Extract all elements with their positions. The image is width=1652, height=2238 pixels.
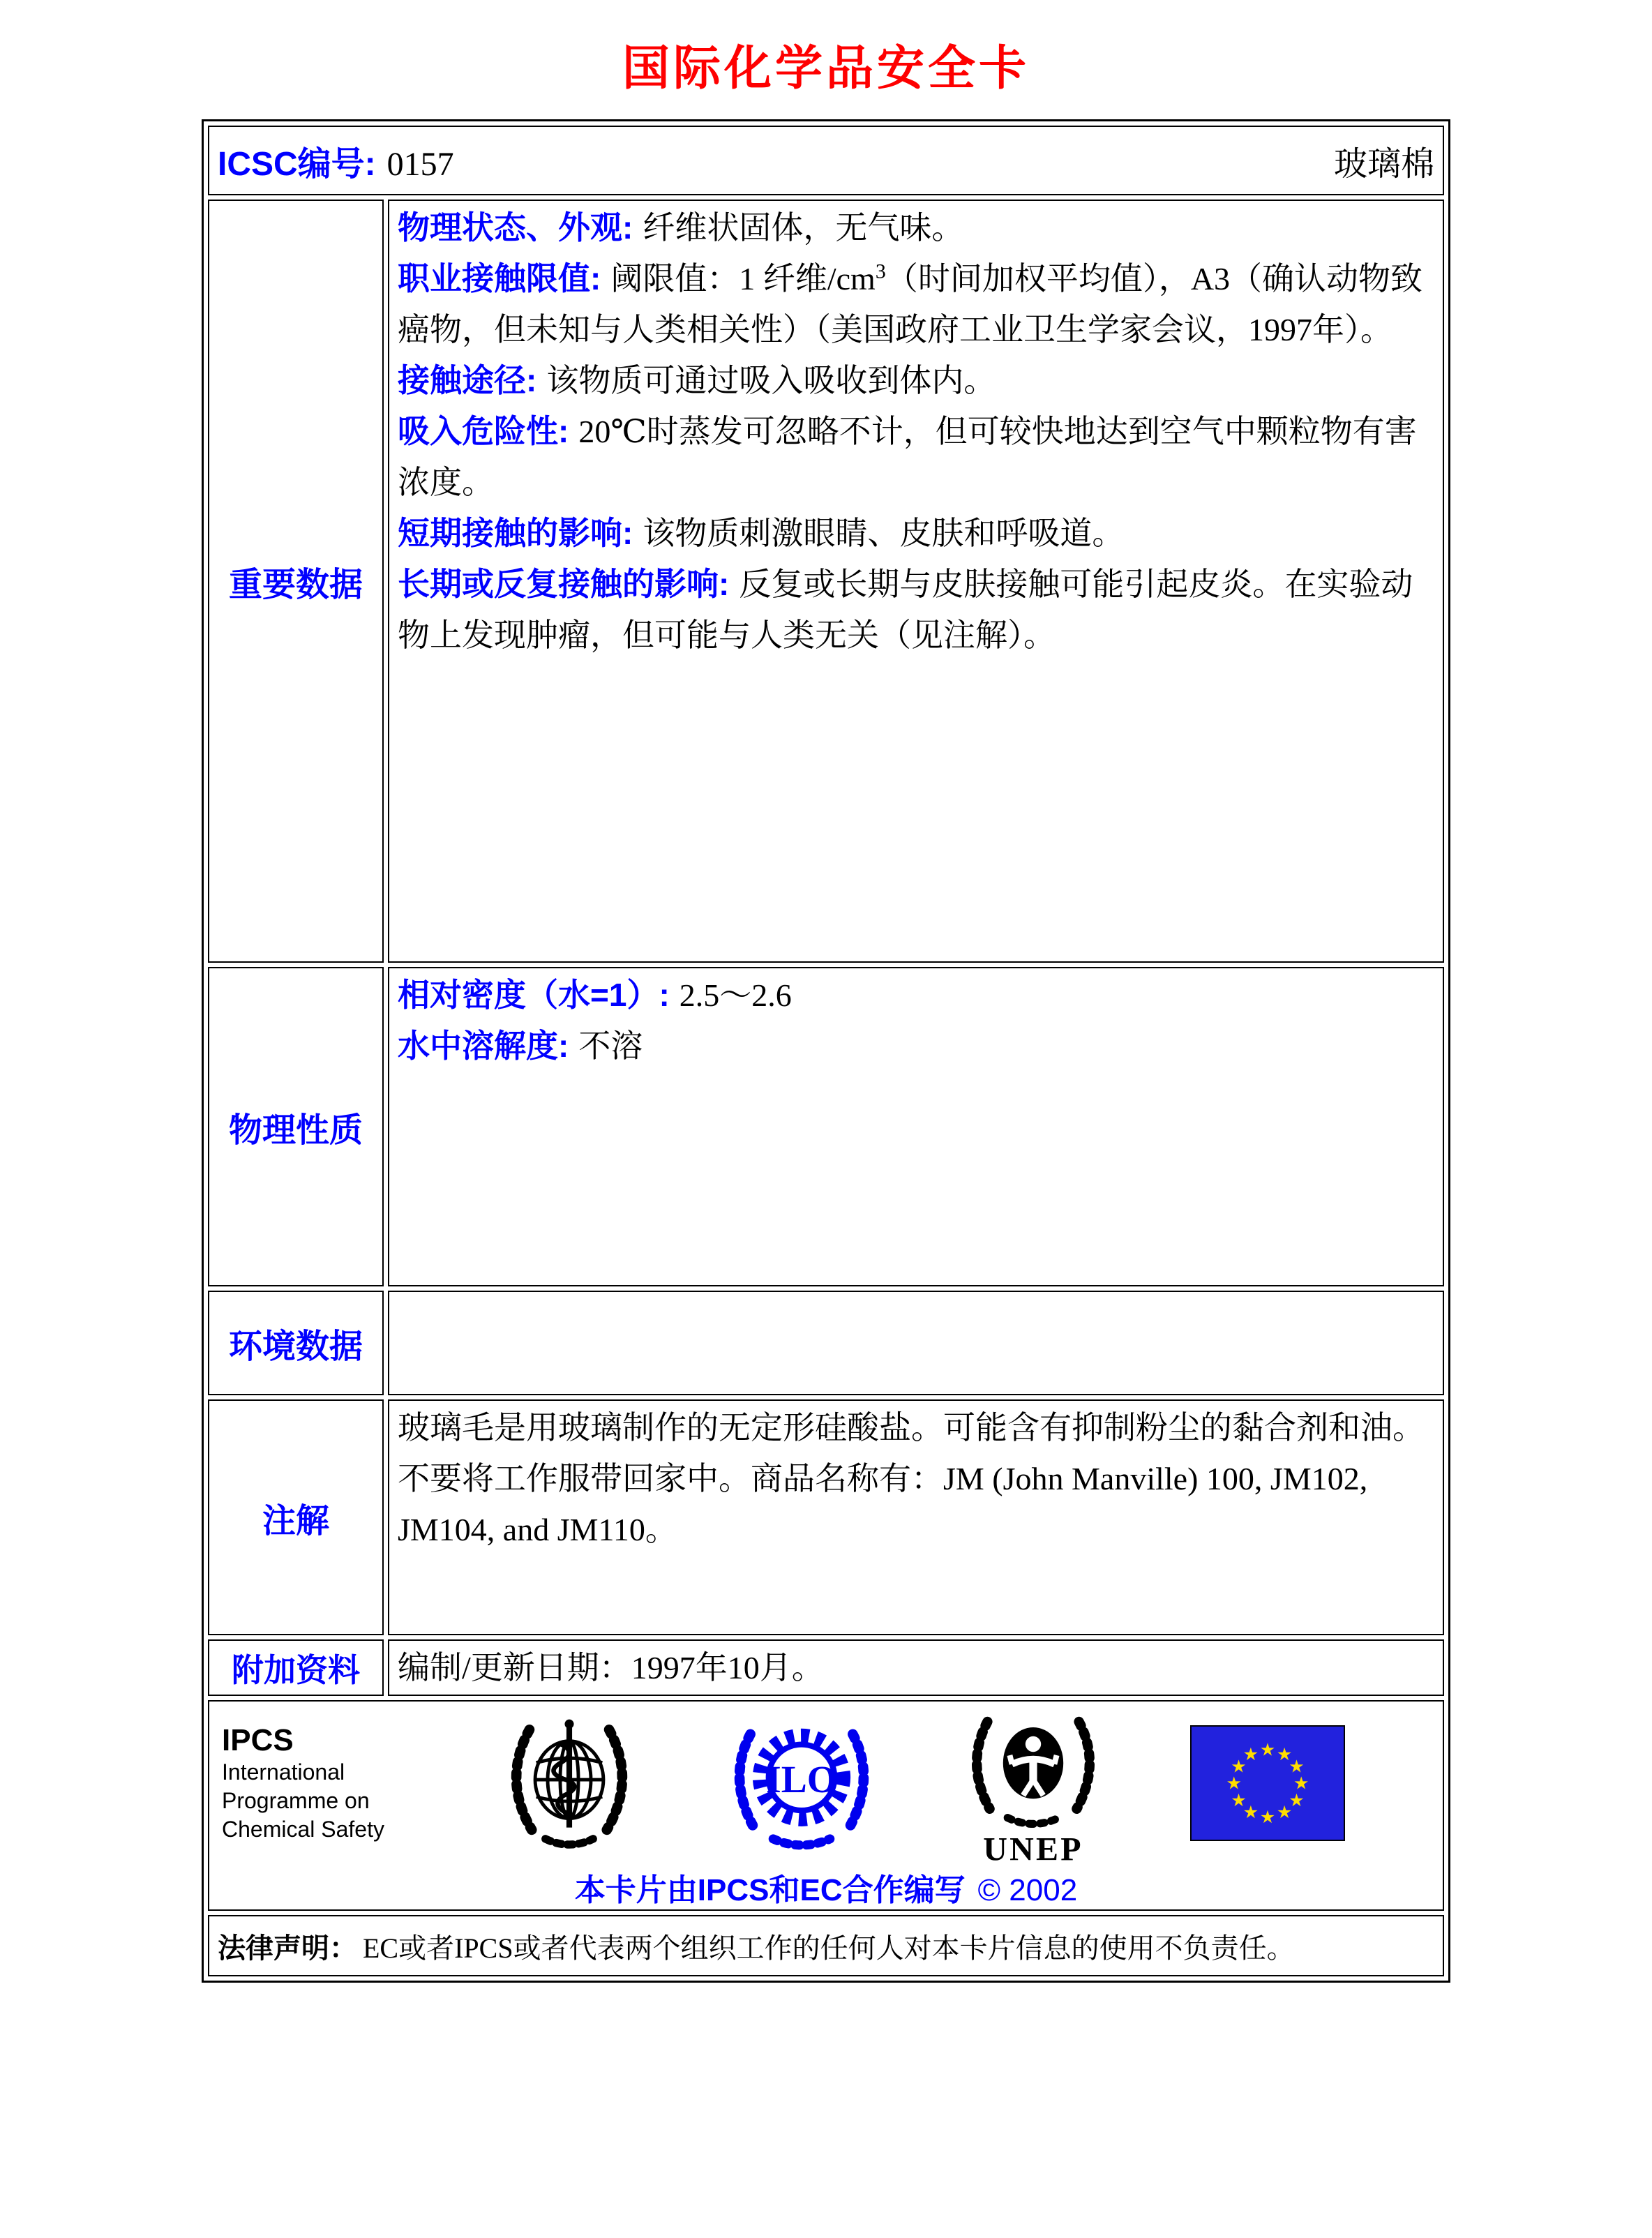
footer-cell bbox=[208, 1700, 1444, 1911]
notes-content bbox=[388, 1399, 1444, 1635]
icsc-number-label: ICSC编号: bbox=[218, 145, 376, 183]
unep-logo bbox=[961, 1699, 1106, 1867]
field-physical-state: 物理状态、外观: 纤维状固体，无气味。 bbox=[398, 209, 964, 246]
ipcs-logo bbox=[222, 1723, 410, 1844]
eu-star-icon: ★ bbox=[1242, 1744, 1259, 1765]
update-date-text: 编制/更新日期：1997年10月。 bbox=[398, 1650, 824, 1685]
field-inhalation-risk: 吸入危险性: 20℃时蒸发可忽略不计，但可较快地达到空气中颗粒物有害浓度。 bbox=[398, 413, 1417, 500]
eu-flag-icon bbox=[1190, 1725, 1345, 1841]
logo-strip bbox=[209, 1702, 1443, 1867]
legal-notice-label: 法律声明： bbox=[218, 1932, 357, 1964]
ipcs-subtitle-line3: Chemical Safety bbox=[222, 1816, 384, 1842]
field-routes-of-exposure: 接触途径: 该物质可通过吸入吸收到体内。 bbox=[398, 362, 996, 398]
field-water-solubility: 水中溶解度: 不溶 bbox=[398, 1028, 643, 1064]
row-label-notes: 注解 bbox=[208, 1399, 384, 1635]
eu-star-icon: ★ bbox=[1293, 1773, 1309, 1794]
caption-text: 本卡片由IPCS和EC合作编写 bbox=[574, 1873, 966, 1907]
row-label-physical-properties: 物理性质 bbox=[208, 967, 384, 1286]
eu-star-icon: ★ bbox=[1231, 1789, 1247, 1810]
ilo-logo-text: ILO bbox=[766, 1758, 837, 1801]
additional-info-content bbox=[388, 1639, 1444, 1696]
page-title: 国际化学品安全卡 bbox=[622, 42, 1030, 95]
important-data-content bbox=[388, 200, 1444, 963]
environmental-data-content bbox=[388, 1291, 1444, 1395]
who-logo-icon bbox=[495, 1709, 643, 1857]
header-cell bbox=[208, 126, 1444, 195]
legal-notice-text: EC或者IPCS或者代表两个组织工作的任何人对本卡片信息的使用不负责任。 bbox=[363, 1932, 1295, 1964]
legal-notice-row bbox=[208, 1915, 1444, 1976]
field-occupational-exposure-limits: 职业接触限值: 阈限值：1 纤维$/cm^3$（时间加权平均值），A3（确认动物致癌物，但未知与人类相关性）（美国政府工业卫生学家会议，1997年）。 bbox=[398, 260, 1423, 347]
field-long-term-effects: 长期或反复接触的影响: 反复或长期与皮肤接触可能引起皮炎。在实验动物上发现肿瘤，但可能与人类无关（见注解）。 bbox=[398, 566, 1413, 653]
additional-info-row bbox=[208, 1639, 1444, 1696]
header-row bbox=[208, 126, 1444, 195]
copyright-text: © 2002 bbox=[977, 1873, 1078, 1907]
physical-properties-row bbox=[208, 967, 1444, 1286]
eu-star-icon: ★ bbox=[1259, 1806, 1276, 1827]
eu-star-icon: ★ bbox=[1259, 1739, 1276, 1760]
footer-row bbox=[208, 1700, 1444, 1911]
substance-name: 玻璃棉 bbox=[1333, 145, 1434, 183]
eu-star-icon: ★ bbox=[1289, 1789, 1305, 1810]
eu-star-icon: ★ bbox=[1226, 1773, 1242, 1794]
ipcs-subtitle-line1: International bbox=[222, 1759, 345, 1785]
cooperation-caption bbox=[209, 1865, 1443, 1909]
eu-star-icon: ★ bbox=[1231, 1756, 1247, 1777]
eu-star-icon: ★ bbox=[1276, 1802, 1293, 1823]
ipcs-subtitle-line2: Programme on bbox=[222, 1787, 370, 1813]
important-data-row bbox=[208, 200, 1444, 963]
eu-star-icon: ★ bbox=[1276, 1744, 1293, 1765]
field-short-term-effects: 短期接触的影响: 该物质刺激眼睛、皮肤和呼吸道。 bbox=[398, 515, 1125, 551]
icsc-table bbox=[202, 119, 1450, 1983]
field-relative-density: 相对密度（水=1）: 2.5～2.6 bbox=[398, 977, 792, 1013]
eu-star-icon: ★ bbox=[1242, 1802, 1259, 1823]
icsc-number-group bbox=[218, 137, 454, 185]
row-label-additional-info: 附加资料 bbox=[208, 1639, 384, 1696]
icsc-number-value: 0157 bbox=[386, 145, 454, 183]
notes-text: 玻璃毛是用玻璃制作的无定形硅酸盐。可能含有抑制粉尘的黏合剂和油。不要将工作服带回家中。商品名称有：JM (John Manville) 100, JM102, JM104, and JM110。 bbox=[398, 1410, 1425, 1547]
row-label-environmental-data: 环境数据 bbox=[208, 1291, 384, 1395]
ilo-logo-icon bbox=[728, 1709, 876, 1857]
row-label-important-data: 重要数据 bbox=[208, 200, 384, 963]
ipcs-title: IPCS bbox=[222, 1722, 294, 1757]
eu-star-icon: ★ bbox=[1289, 1756, 1305, 1777]
legal-notice-cell bbox=[208, 1915, 1444, 1976]
physical-properties-content bbox=[388, 967, 1444, 1286]
notes-row bbox=[208, 1399, 1444, 1635]
environmental-data-row bbox=[208, 1291, 1444, 1395]
unep-logo-icon bbox=[961, 1699, 1106, 1867]
unep-logo-text: UNEP bbox=[982, 1831, 1083, 1867]
